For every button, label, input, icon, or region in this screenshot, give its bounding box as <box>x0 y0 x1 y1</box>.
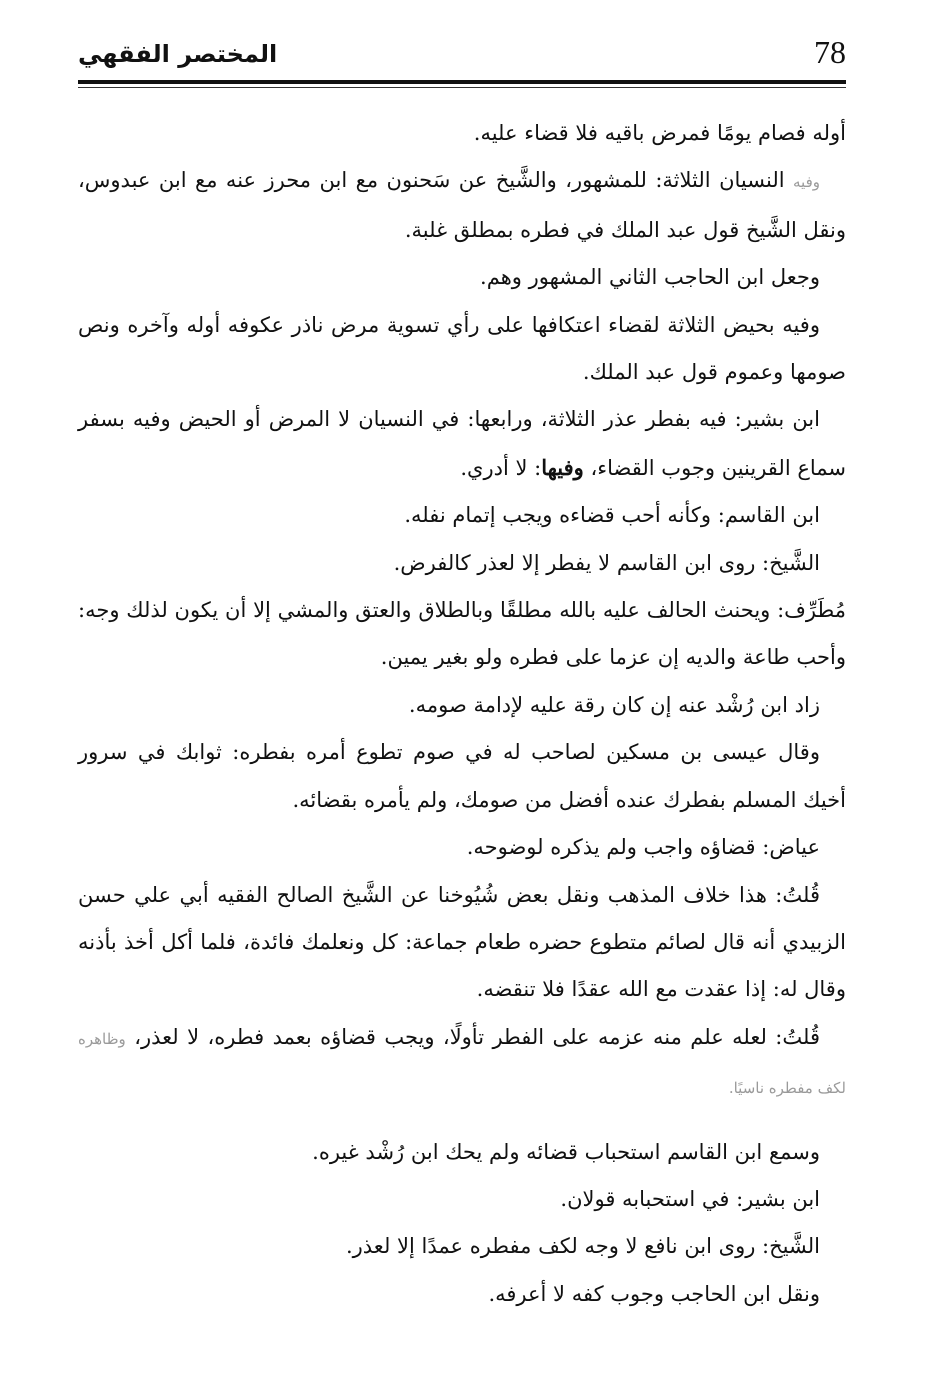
paragraph-9: زاد ابن رُشْد عنه إن كان رقة عليه لإدامة صومه. <box>408 692 820 717</box>
paragraph-12: قُلتُ: هذا خلاف المذهب ونقل بعض شُيُوخنا عن الشَّيخ الصالح الفقيه أبي علي حسن الزبيدي أنه قال لصائم متطوع حضره طعام جماعة: كل ونعلمك فائدة، فلما أكل أخذ بأذنه وقال له: إذا عقدت مع الله عقدًا فلا تنقضه. <box>78 882 846 1002</box>
paragraph-17: ونقل ابن الحاجب وجوب كفه لا أعرفه. <box>488 1281 820 1306</box>
paragraph-8: مُطَرِّف: ويحنث الحالف عليه بالله مطلقًا وبالطلاق والعتق والمشي إلا أن يكون لذلك وجه: وأحب طاعة والديه إن عزما على فطره ولو بغير يمين. <box>78 598 846 670</box>
faded-text: وظاهره لكف مفطره ناسيًا. <box>78 1029 846 1098</box>
header-rule <box>78 80 846 84</box>
paragraph-10: وقال عيسى بن مسكين لصاحب له في صوم تطوع أمره بفطره: ثوابك في سرور أخيك المسلم بفطرك عنده أفضل من صومك، ولم يأمره بقضائه. <box>78 740 846 812</box>
paragraph-16: الشَّيخ: روى ابن نافع لا وجه لكف مفطره عمدًا إلا لعذر. <box>345 1234 820 1259</box>
paragraph-4: وفيه بحيض الثلاثة لقضاء اعتكافها على رأي تسوية مرض ناذر عكوفه أوله وآخره ونص صومها وعموم قول عبد الملك. <box>78 312 846 385</box>
paragraph-gap <box>78 1113 846 1129</box>
faded-text: وفيه <box>793 173 820 192</box>
page-body <box>78 110 846 1318</box>
paragraph-5: ابن بشير: فيه بفطر عذر الثلاثة، ورابعها: في النسيان لا المرض أو الحيض وفيه بسفر سماع القرينين وجوب القضاء، وفيها: لا أدري. <box>78 407 846 480</box>
bold-term: وفيها <box>541 454 584 480</box>
paragraph-11: عياض: قضاؤه واجب ولم يذكره لوضوحه. <box>466 835 820 860</box>
paragraph-7: الشَّيخ: روى ابن القاسم لا يفطر إلا لعذر كالفرض. <box>393 550 820 575</box>
header-rule-thin <box>78 87 846 88</box>
paragraph-2: وفيه النسيان الثلاثة: للمشهور، والشَّيخ عن سَحنون مع ابن محرز عنه مع ابن عبدوس، ونقل الشَّيخ قول عبد الملك في فطره بمطلق غلبة. <box>78 168 846 242</box>
paragraph-3: وجعل ابن الحاجب الثاني المشهور وهم. <box>480 265 820 290</box>
paragraph-6: ابن القاسم: وكأنه أحب قضاءه ويجب إتمام نفله. <box>404 503 820 528</box>
paragraph-14: وسمع ابن القاسم استحباب قضائه ولم يحك ابن رُشْد غيره. <box>312 1139 820 1164</box>
paragraph-13: قُلتُ: لعله علم منه عزمه على الفطر تأولًا، ويجب قضاؤه بعمد فطره، لا لعذر، وظاهره لكف مفطره ناسيًا. <box>78 1024 846 1098</box>
page-number: 78 <box>814 34 846 70</box>
paragraph-15: ابن بشير: في استحبابه قولان. <box>560 1186 820 1211</box>
book-title: المختصر الفقهي <box>78 40 278 68</box>
paragraph-1: أوله فصام يومًا فمرض باقيه فلا قضاء عليه. <box>473 121 846 145</box>
page-header <box>78 28 846 86</box>
